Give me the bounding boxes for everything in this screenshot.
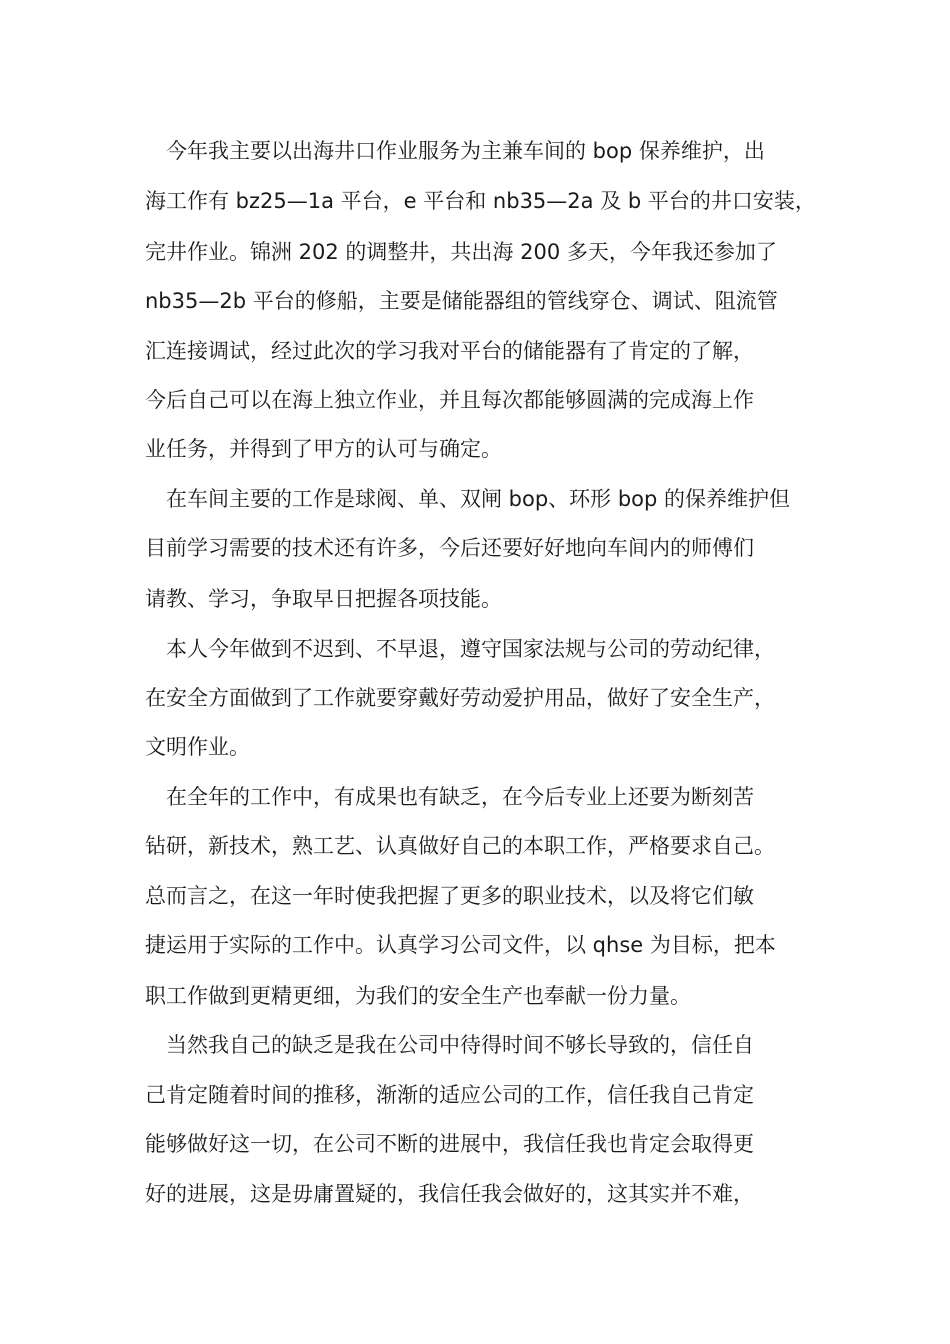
paragraph-line: 海工作有 bz25—1a 平台，e 平台和 nb35—2a 及 b 平台的井口安装， [145, 189, 816, 213]
paragraph-line: 今年我主要以出海井口作业服务为主兼车间的 bop 保养维护，出 [166, 139, 765, 163]
paragraph-line: 本人今年做到不迟到、不早退，遵守国家法规与公司的劳动纪律， [166, 637, 775, 661]
paragraph-line: 完井作业。锦洲 202 的调整井，共出海 200 多天，今年我还参加了 [145, 240, 777, 264]
paragraph-line: 职工作做到更精更细，为我们的安全生产也奉献一份力量。 [145, 984, 691, 1008]
paragraph-line: 在全年的工作中，有成果也有缺乏，在今后专业上还要为断刻苦 [166, 785, 754, 809]
paragraph-line: 文明作业。 [145, 735, 250, 759]
paragraph-line: 在安全方面做到了工作就要穿戴好劳动爱护用品，做好了安全生产， [145, 686, 775, 710]
paragraph-line: 今后自己可以在海上独立作业，并且每次都能够圆满的完成海上作 [145, 388, 754, 412]
paragraph-line: 钻研，新技术，熟工艺、认真做好自己的本职工作，严格要求自己。 [145, 834, 775, 858]
paragraph-line: 能够做好这一切，在公司不断的进展中，我信任我也肯定会取得更 [145, 1132, 754, 1156]
paragraph-line: 己肯定随着时间的推移，渐渐的适应公司的工作，信任我自己肯定 [145, 1083, 754, 1107]
paragraph-line: 目前学习需要的技术还有许多，今后还要好好地向车间内的师傅们 [145, 536, 754, 560]
paragraph-line: 总而言之，在这一年时使我把握了更多的职业技术，以及将它们敏 [145, 884, 754, 908]
paragraph-line: 请教、学习，争取早日把握各项技能。 [145, 587, 502, 611]
paragraph-line: 业任务，并得到了甲方的认可与确定。 [145, 437, 502, 461]
paragraph-line: 当然我自己的缺乏是我在公司中待得时间不够长导致的，信任自 [166, 1033, 754, 1057]
paragraph-line: 好的进展，这是毋庸置疑的，我信任我会做好的，这其实并不难， [145, 1182, 754, 1206]
paragraph-line: nb35—2b 平台的修船，主要是储能器组的管线穿仓、调试、阻流管 [145, 289, 778, 313]
paragraph-line: 捷运用于实际的工作中。认真学习公司文件，以 qhse 为目标，把本 [145, 933, 776, 957]
paragraph-line: 在车间主要的工作是球阀、单、双闸 bop、环形 bop 的保养维护但 [166, 487, 791, 511]
paragraph-line: 汇连接调试，经过此次的学习我对平台的储能器有了肯定的了解， [145, 339, 754, 363]
